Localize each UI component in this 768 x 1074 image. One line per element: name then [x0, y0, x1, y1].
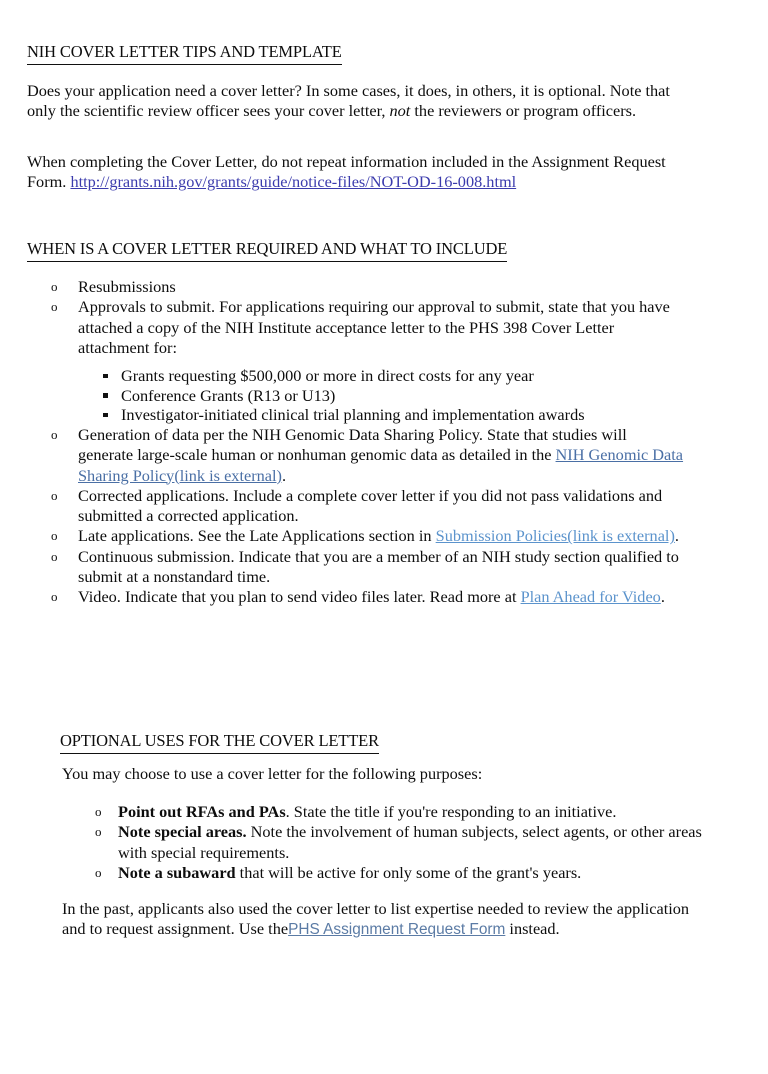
list-item — [45, 526, 685, 546]
list-item-text: Late applications. See the Late Applications section in — [78, 526, 436, 546]
list-item-text: Video. Indicate that you plan to send video files later. Read more at — [78, 587, 521, 607]
list-spacer — [78, 358, 685, 366]
optional-bullet-list — [90, 802, 720, 883]
not-od-16-008-link[interactable]: http://grants.nih.gov/grants/guide/notice-files/NOT-OD-16-008.html — [70, 172, 517, 192]
intro-p1-part1: Does your application need a cover letter? In some cases, it does, in others, it is optional. Note that only the scientific review officer sees your cover letter, — [27, 81, 670, 121]
phs-assignment-request-form-link[interactable]: PHS Assignment Request Form — [288, 921, 506, 939]
circle-bullet-icon: o — [51, 279, 58, 294]
section-optional-heading-wrap — [60, 731, 379, 754]
closing-text-before: In the past, applicants also used the cover letter to list expertise needed to review the application and to request assignment. Use the — [62, 899, 690, 939]
section-required-heading-wrap — [27, 239, 507, 262]
list-item-lead: Point out RFAs and PAs — [118, 802, 286, 821]
list-item-text-after: . — [660, 587, 665, 607]
intro-paragraph-2 — [27, 152, 672, 193]
sub-list-item-text: Conference Grants (R13 or U13) — [121, 385, 336, 405]
list-item — [95, 386, 685, 406]
intro-p2-text: When completing the Cover Letter, do not repeat information included in the Assignment Request Form. — [27, 152, 666, 192]
section-required-heading: WHEN IS A COVER LETTER REQUIRED AND WHAT TO INCLUDE — [27, 239, 507, 262]
square-bullet-icon — [103, 374, 108, 379]
intro-paragraph-1 — [27, 81, 672, 122]
plan-ahead-for-video-link[interactable]: Plan Ahead for Video — [520, 587, 661, 607]
list-item — [90, 822, 720, 863]
circle-bullet-icon: o — [51, 548, 58, 564]
circle-bullet-icon: o — [51, 528, 58, 544]
list-item — [95, 366, 685, 386]
optional-lead-in: You may choose to use a cover letter for the following purposes: — [62, 764, 483, 783]
list-item — [45, 587, 685, 607]
list-item — [45, 486, 685, 527]
list-item — [45, 277, 685, 297]
closing-text-after: instead. — [505, 919, 560, 939]
circle-bullet-icon: o — [51, 487, 58, 503]
list-item — [45, 297, 685, 425]
list-item-lead: Note a subaward — [118, 862, 236, 882]
circle-bullet-icon: o — [95, 824, 102, 840]
list-item-text: Generation of data per the NIH Genomic Data Sharing Policy. State that studies will generate large-scale human or nonhuman genomic data as detailed in the — [78, 424, 627, 465]
square-bullet-icon — [103, 413, 108, 418]
list-item-text: Approvals to submit. For applications requiring our approval to submit, state that you have attached a copy of the NIH Institute acceptance letter to the PHS 398 Cover Letter attachment for: — [78, 297, 670, 357]
required-list-wrap — [45, 277, 685, 608]
circle-bullet-icon: o — [51, 299, 58, 315]
sub-list-item-text: Grants requesting $500,000 or more in direct costs for any year — [121, 366, 534, 386]
list-item-text: Corrected applications. Include a complete cover letter if you did not pass validations and submitted a corrected application. — [78, 485, 663, 526]
list-item — [95, 405, 685, 425]
circle-bullet-icon: o — [51, 426, 58, 442]
required-bullet-list — [45, 277, 685, 608]
square-bullet-icon — [103, 393, 108, 398]
list-item-lead: Note special areas. — [118, 822, 247, 842]
circle-bullet-icon: o — [51, 589, 58, 605]
intro-p1-part2: the reviewers or program officers. — [410, 101, 637, 121]
circle-bullet-icon: o — [95, 864, 102, 880]
section-optional-heading: OPTIONAL USES FOR THE COVER LETTER — [60, 731, 379, 754]
intro-p1-italic: not — [389, 101, 411, 121]
nih-genomic-data-sharing-policy-link[interactable]: NIH Genomic Data Sharing Policy(link is external) — [78, 445, 684, 485]
list-item-text: . State the title if you're responding to an initiative. — [285, 802, 617, 821]
list-item-text-after: . — [281, 465, 287, 485]
list-item — [90, 802, 720, 822]
list-item-text: that will be active for only some of the grant's years. — [235, 862, 582, 882]
list-item-text: Resubmissions — [78, 277, 176, 296]
document-title-wrap — [27, 42, 342, 65]
optional-list-wrap — [90, 802, 720, 883]
sub-list-item-text: Investigator-initiated clinical trial planning and implementation awards — [121, 405, 585, 425]
list-item-text: Note the involvement of human subjects, select agents, or other areas with special requirements. — [118, 822, 702, 862]
required-sub-bullet-list — [95, 366, 685, 425]
list-item-text: Continuous submission. Indicate that you are a member of an NIH study section qualified to submit at a nonstandard time. — [78, 546, 679, 587]
submission-policies-link[interactable]: Submission Policies(link is external) — [435, 526, 675, 546]
list-item — [45, 425, 685, 486]
page-title: NIH COVER LETTER TIPS AND TEMPLATE — [27, 42, 342, 65]
circle-bullet-icon: o — [95, 804, 102, 819]
list-item — [90, 863, 720, 883]
list-item-text-after: . — [674, 526, 679, 546]
closing-paragraph — [62, 899, 710, 941]
list-item — [45, 547, 685, 588]
